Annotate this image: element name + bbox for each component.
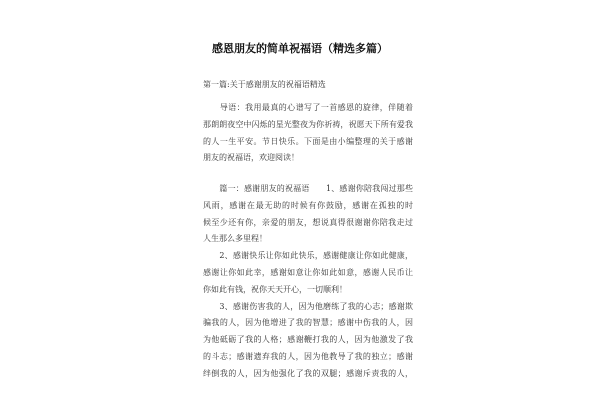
body-line: 你如此有钱，祝你天天开心，一切顺利！ <box>203 284 347 294</box>
intro-line: 导语：我用最真的心谱写了一首感恩的旋律，伴随着 <box>203 103 413 112</box>
body-line: 3、感谢伤害我的人，因为他磨练了我的心志；感谢欺 <box>203 301 413 311</box>
body-line: 感谢让你如此幸，感谢如意让你如此如意，感谢人民币让 <box>203 267 413 277</box>
body-line: 绊倒我的人，因为他强化了我的双腿；感谢斥责我的人， <box>203 368 413 378</box>
section-heading: 第一篇:关于感谢朋友的祝福语精选 <box>203 80 326 89</box>
intro-line: 朋友的祝福语，欢迎阅读！ <box>203 153 299 163</box>
body-line: 风雨，感谢在最无助的时候有你鼓励，感谢在孤独的时 <box>203 200 413 210</box>
body-line: 的斗志；感谢遗弃我的人，因为他教导了我的独立；感谢 <box>203 351 413 361</box>
body-line: 候至少还有你，亲爱的朋友，想说真得很谢谢你陪我走过 <box>203 217 413 227</box>
intro-line: 那朗朗夜空中闪烁的星光整夜为你祈祷，祝愿天下所有爱我 <box>203 119 413 129</box>
body-line: 为他砥砺了我的人格；感谢鞭打我的人，因为他激发了我 <box>203 335 413 345</box>
intro-line: 的人一生平安。节日快乐。下面是由小编整理的关于感谢 <box>203 136 413 146</box>
intro-paragraph <box>203 100 413 167</box>
body-paragraphs <box>203 181 413 383</box>
document-title: 感恩朋友的简单祝福语（精选多篇） <box>212 42 388 55</box>
body-line: 骗我的人，因为他增进了我的智慧；感谢中伤我的人，因 <box>203 318 413 328</box>
body-line: 2、感谢快乐让你如此快乐，感谢健康让你如此健康， <box>203 251 413 261</box>
body-line: 篇一：感谢朋友的祝福语 1、感谢你陪我闯过那些 <box>203 184 413 193</box>
body-line: 人生那么多里程！ <box>203 234 267 244</box>
